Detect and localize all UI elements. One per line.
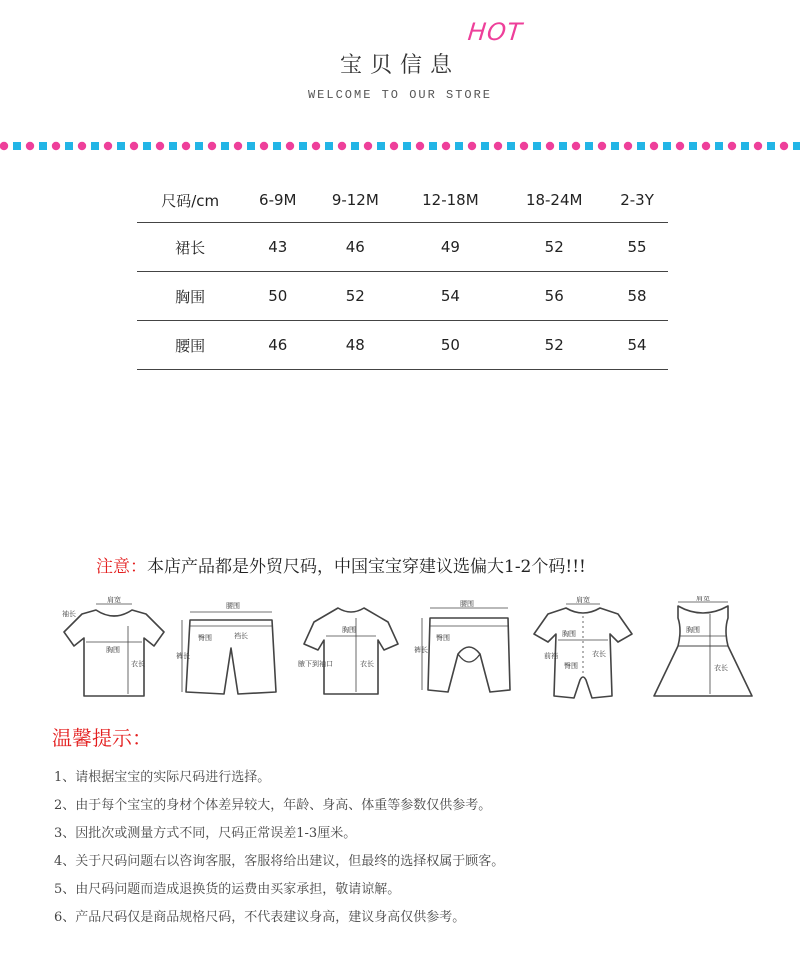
raglan-top-diagram: [296, 596, 406, 706]
divider-square: [741, 142, 749, 150]
diagram-label: 胸围: [342, 626, 356, 634]
dotted-divider: [0, 138, 800, 154]
divider-square: [585, 142, 593, 150]
diagram-label: 臀围: [198, 634, 212, 642]
bloomers-diagram: [414, 596, 524, 706]
column-header: 9-12M: [331, 191, 379, 209]
divider-square: [325, 142, 333, 150]
table-row: [137, 223, 668, 272]
column-header: 18-24M: [525, 191, 583, 209]
divider-square: [65, 142, 73, 150]
tip-item: 4、关于尺码问题右以咨询客服，客服将给出建议，但最终的选择权属于顾客。: [54, 854, 505, 869]
divider-square: [507, 142, 515, 150]
divider-square: [663, 142, 671, 150]
diagram-label: 衣长: [131, 660, 145, 668]
divider-square: [195, 142, 203, 150]
notice-lead: 注意：: [96, 557, 147, 577]
column-header: 尺码/cm: [161, 191, 220, 210]
divider-square: [351, 142, 359, 150]
diagram-label: 臀围: [436, 634, 450, 642]
diagram-label: 裤长: [176, 652, 190, 660]
row-label: 腰围: [137, 321, 243, 370]
diagram-label: 腋下到袖口: [298, 660, 333, 668]
table-cell: 50: [243, 272, 312, 321]
page-title: 宝贝信息: [339, 53, 460, 78]
table-cell: 46: [243, 321, 312, 370]
divider-square: [767, 142, 775, 150]
diagram-label: 肩宽: [696, 596, 710, 602]
divider-square: [637, 142, 645, 150]
divider-dot: [442, 142, 450, 150]
divider-dot: [312, 142, 320, 150]
divider-dot: [780, 142, 788, 150]
t-shirt-diagram: [58, 596, 168, 706]
divider-dot: [754, 142, 762, 150]
diagram-label: 胸围: [106, 646, 120, 654]
table-cell: 56: [502, 272, 606, 321]
diagram-label: 衣长: [714, 664, 728, 672]
hot-badge: HOT: [466, 18, 525, 46]
divider-dot: [702, 142, 710, 150]
table-header-row: [137, 178, 668, 223]
divider-square: [377, 142, 385, 150]
diagram-label: 胸围: [686, 626, 700, 634]
notice-text: 本店产品都是外贸尺码，中国宝宝穿建议选偏大1-2个码!!!: [147, 557, 586, 577]
divider-square: [143, 142, 151, 150]
divider-square: [117, 142, 125, 150]
table-cell: 52: [502, 223, 606, 272]
divider-dot: [286, 142, 294, 150]
divider-dot: [546, 142, 554, 150]
table-cell: 55: [606, 223, 668, 272]
sleeveless-dress-diagram: [648, 596, 758, 706]
shorts-diagram: [176, 596, 286, 706]
diagram-label: 肩宽: [576, 596, 590, 604]
table-cell: 54: [398, 272, 502, 321]
divider-square: [611, 142, 619, 150]
divider-dot: [0, 142, 8, 150]
column-header: 2-3Y: [620, 191, 654, 209]
table-cell: 43: [243, 223, 312, 272]
diagram-label: 裆长: [234, 632, 248, 640]
divider-dot: [572, 142, 580, 150]
diagram-label: 臀围: [564, 662, 578, 670]
divider-dot: [156, 142, 164, 150]
table-cell: 52: [312, 272, 398, 321]
tip-item: 6、产品尺码仅是商品规格尺码，不代表建议身高，建议身高仅供参考。: [54, 910, 466, 925]
row-label: 裙长: [137, 223, 243, 272]
divider-dot: [130, 142, 138, 150]
divider-square: [13, 142, 21, 150]
divider-square: [299, 142, 307, 150]
divider-dot: [182, 142, 190, 150]
divider-dot: [390, 142, 398, 150]
table-row: [137, 321, 668, 370]
divider-dot: [650, 142, 658, 150]
size-table: [137, 178, 668, 370]
divider-square: [429, 142, 437, 150]
table-row: [137, 272, 668, 321]
diagram-label: 衣长: [592, 650, 606, 658]
column-header: 12-18M: [422, 191, 479, 209]
divider-dot: [676, 142, 684, 150]
table-cell: 48: [312, 321, 398, 370]
tip-item: 3、因批次或测量方式不同，尺码正常误差1-3厘米。: [54, 826, 357, 841]
divider-dot: [520, 142, 528, 150]
divider-dot: [494, 142, 502, 150]
row-label: 胸围: [137, 272, 243, 321]
diagram-label: 腰围: [226, 602, 240, 610]
table-cell: 54: [606, 321, 668, 370]
table-cell: 58: [606, 272, 668, 321]
table-cell: 50: [398, 321, 502, 370]
diagram-label: 袖长: [62, 610, 76, 618]
tip-item: 2、由于每个宝宝的身材个体差异较大，年龄、身高、体重等参数仅供参考。: [54, 798, 492, 813]
diagram-label: 胸围: [562, 630, 576, 638]
divider-square: [273, 142, 281, 150]
divider-dot: [208, 142, 216, 150]
tip-item: 1、请根据宝宝的实际尺码进行选择。: [54, 770, 271, 785]
divider-square: [533, 142, 541, 150]
divider-dot: [26, 142, 34, 150]
divider-dot: [728, 142, 736, 150]
column-header: 6-9M: [259, 191, 297, 209]
divider-square: [247, 142, 255, 150]
divider-dot: [260, 142, 268, 150]
divider-dot: [364, 142, 372, 150]
romper-diagram: [528, 596, 638, 706]
divider-square: [689, 142, 697, 150]
divider-square: [221, 142, 229, 150]
divider-dot: [468, 142, 476, 150]
divider-square: [403, 142, 411, 150]
size-notice: [96, 552, 586, 577]
divider-dot: [78, 142, 86, 150]
divider-dot: [624, 142, 632, 150]
page-subtitle: WELCOME TO OUR STORE: [307, 88, 493, 102]
divider-square: [559, 142, 567, 150]
table-cell: 49: [398, 223, 502, 272]
tips-title: 温馨提示：: [52, 726, 152, 750]
diagram-label: 肩宽: [107, 596, 121, 604]
diagram-label: 衣长: [360, 660, 374, 668]
divider-square: [793, 142, 800, 150]
divider-dot: [598, 142, 606, 150]
table-cell: 52: [502, 321, 606, 370]
diagram-label: 裤长: [414, 646, 428, 654]
divider-square: [169, 142, 177, 150]
tip-item: 5、由尺码问题而造成退换货的运费由买家承担，敬请谅解。: [54, 882, 401, 897]
divider-dot: [104, 142, 112, 150]
divider-dot: [52, 142, 60, 150]
divider-square: [481, 142, 489, 150]
divider-dot: [234, 142, 242, 150]
divider-dot: [338, 142, 346, 150]
divider-square: [91, 142, 99, 150]
divider-square: [39, 142, 47, 150]
table-cell: 46: [312, 223, 398, 272]
divider-square: [455, 142, 463, 150]
divider-dot: [416, 142, 424, 150]
diagram-label: 腰围: [460, 600, 474, 608]
divider-square: [715, 142, 723, 150]
diagram-label: 前裆: [544, 652, 558, 660]
tips-list: [54, 768, 504, 936]
